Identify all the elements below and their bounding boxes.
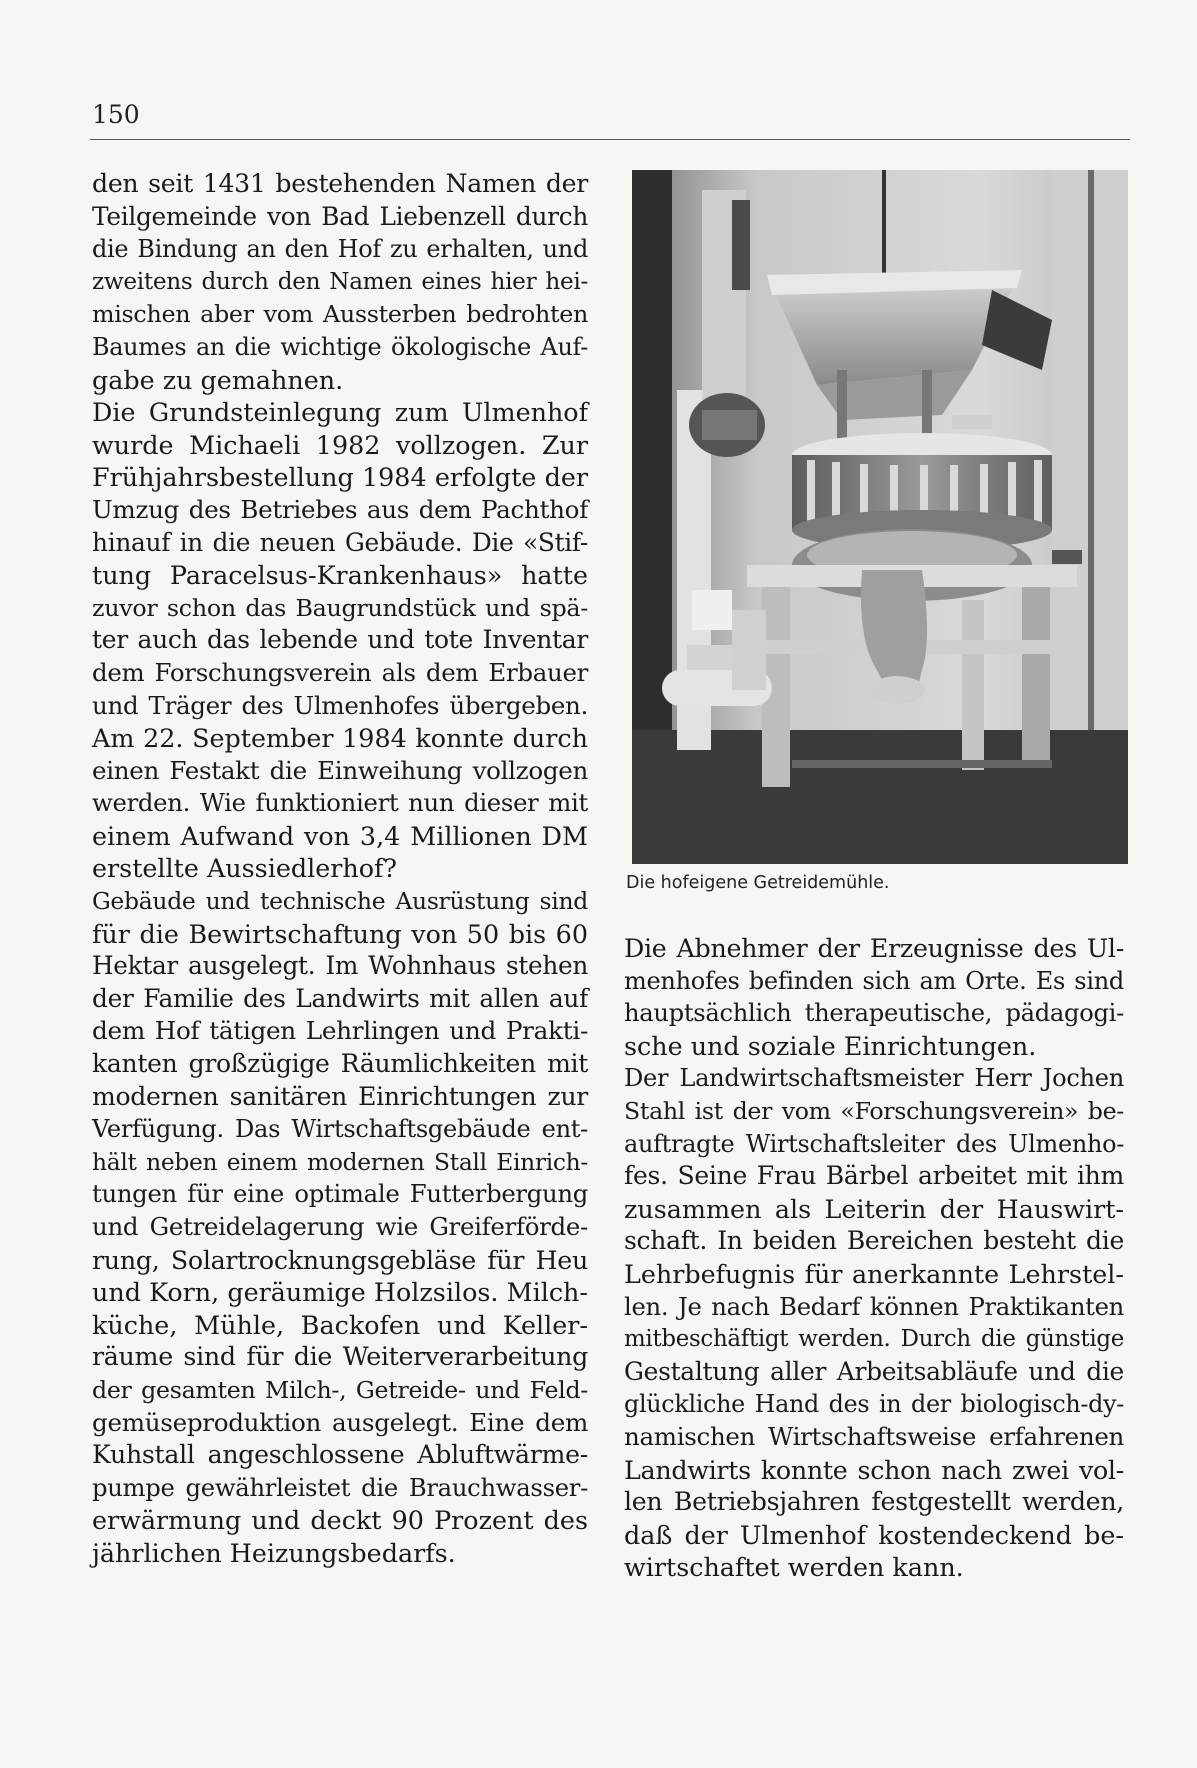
- text-line: dem Forschungsverein als dem Erbauer: [92, 657, 588, 687]
- text-line: jährlichen Heizungsbedarfs.: [92, 1537, 456, 1568]
- text-line: der Familie des Landwirts mit allen auf: [92, 983, 588, 1013]
- text-line: namischen Wirtschaftsweise erfahrenen: [624, 1421, 1124, 1451]
- text-line: werden. Wie funktioniert nun dieser mit: [92, 788, 588, 818]
- paragraph: [92, 396, 588, 885]
- text-line: Kuhstall angeschlossene Abluftwärme-: [92, 1440, 588, 1470]
- text-line: Lehrbefugnis für anerkannte Lehrstel-: [624, 1258, 1124, 1289]
- text-line: die Bindung an den Hof zu erhalten, und: [92, 235, 588, 264]
- paragraph: [624, 932, 1124, 1062]
- text-line: tung Paracelsus-Krankenhaus» hatte: [92, 560, 588, 591]
- text-line: und Korn, geräumige Holzsilos. Milch-: [92, 1277, 588, 1308]
- text-line: menhofes befinden sich am Orte. Es sind: [624, 966, 1124, 995]
- text-line: Hektar ausgelegt. Im Wohnhaus stehen: [92, 951, 588, 981]
- text-line: und Träger des Ulmenhofes übergeben.: [92, 690, 588, 720]
- text-line: sche und soziale Einrichtungen.: [624, 1030, 1037, 1061]
- text-line: Die Abnehmer der Erzeugnisse des Ul-: [624, 933, 1124, 963]
- text-line: wirtschaftet werden kann.: [624, 1552, 964, 1583]
- text-line: Umzug des Betriebes aus dem Pachthof: [92, 494, 588, 524]
- text-line: kanten großzügige Räumlichkeiten mit: [92, 1049, 588, 1079]
- text-line: küche, Mühle, Backofen und Keller-: [92, 1309, 588, 1340]
- text-line: zweitens durch den Namen eines hier hei-: [92, 268, 588, 295]
- text-line: rung, Solartrocknungsgebläse für Heu: [92, 1244, 588, 1275]
- text-line: pumpe gewährleistet die Brauchwasser-: [92, 1472, 588, 1502]
- text-line: wurde Michaeli 1982 vollzogen. Zur: [92, 429, 588, 460]
- text-line: Gebäude und technische Ausrüstung sind: [92, 887, 588, 916]
- text-line: hält neben einem modernen Stall Einrich-: [92, 1147, 588, 1176]
- right-column: [624, 932, 1124, 1584]
- text-line: zuvor schon das Baugrundstück und spä-: [92, 593, 588, 622]
- text-line: Der Landwirtschaftsmeister Herr Jochen: [624, 1064, 1124, 1093]
- page-number: 150: [92, 100, 140, 129]
- text-line: erstellte Aussiedlerhof?: [92, 853, 398, 884]
- text-line: mitbeschäftigt werden. Durch die günstige: [624, 1326, 1124, 1353]
- text-line: Am 22. September 1984 konnte durch: [92, 723, 588, 754]
- text-line: einen Festakt die Einweihung vollzogen: [92, 755, 588, 785]
- text-line: auftragte Wirtschaftsleiter des Ulmenho-: [624, 1129, 1124, 1158]
- paragraph: [92, 885, 588, 1569]
- text-line: fes. Seine Frau Bärbel arbeitet mit ihm: [624, 1161, 1124, 1191]
- text-line: len. Je nach Bedarf können Praktikanten: [624, 1291, 1124, 1321]
- paragraph: [624, 1062, 1124, 1584]
- text-line: den seit 1431 bestehenden Namen der: [92, 169, 588, 198]
- figure-photo: [632, 170, 1128, 864]
- text-line: zusammen als Leiterin der Hauswirt-: [624, 1193, 1124, 1224]
- left-column: [92, 168, 588, 1570]
- text-line: gabe zu gemahnen.: [92, 364, 344, 395]
- header-rule: [90, 139, 1130, 140]
- text-line: len Betriebsjahren festgestellt werden,: [624, 1487, 1124, 1517]
- text-line: dem Hof tätigen Lehrlingen und Prakti-: [92, 1016, 588, 1046]
- text-line: gemüseproduktion ausgelegt. Eine dem: [92, 1407, 588, 1437]
- text-line: tungen für eine optimale Futterbergung: [92, 1179, 588, 1209]
- text-line: daß der Ulmenhof kostendeckend be-: [624, 1519, 1124, 1550]
- text-line: Landwirts konnte schon nach zwei vol-: [624, 1454, 1124, 1485]
- text-line: mischen aber vom Aussterben bedrohten: [92, 300, 588, 329]
- text-line: Stahl ist der vom «Forschungsverein» be-: [624, 1096, 1124, 1125]
- text-line: Frühjahrsbestellung 1984 erfolgte der: [92, 462, 588, 493]
- grain-mill-photo: [632, 170, 1128, 864]
- text-line: hauptsächlich therapeutische, pädagogi-: [624, 999, 1124, 1028]
- figure-caption: Die hofeigene Getreidemühle.: [626, 873, 890, 893]
- paragraph: [92, 168, 588, 396]
- text-line: Baumes an die wichtige ökologische Auf-: [92, 332, 588, 361]
- text-line: modernen sanitären Einrichtungen zur: [92, 1081, 588, 1111]
- text-line: einem Aufwand von 3,4 Millionen DM: [92, 820, 588, 851]
- text-line: und Getreidelagerung wie Greiferförde-: [92, 1212, 588, 1241]
- text-line: Gestaltung aller Arbeitsabläufe und die: [624, 1356, 1124, 1386]
- text-line: glückliche Hand des in der biologisch-dy-: [624, 1390, 1124, 1419]
- text-line: Verfügung. Das Wirtschaftsgebäude ent-: [92, 1115, 588, 1144]
- text-line: Die Grundsteinlegung zum Ulmenhof: [92, 397, 588, 428]
- text-line: schaft. In beiden Bereichen besteht die: [624, 1226, 1124, 1256]
- text-line: Teilgemeinde von Bad Liebenzell durch: [92, 201, 588, 231]
- text-line: räume sind für die Weiterverarbeitung: [92, 1342, 588, 1372]
- text-line: erwärmung und deckt 90 Prozent des: [92, 1505, 588, 1536]
- text-line: hinauf in die neuen Gebäude. Die «Stif-: [92, 527, 588, 557]
- text-line: der gesamten Milch-, Getreide- und Feld-: [92, 1375, 588, 1404]
- text-line: für die Bewirtschaftung von 50 bis 60: [92, 918, 588, 949]
- text-line: ter auch das lebende und tote Inventar: [92, 625, 588, 655]
